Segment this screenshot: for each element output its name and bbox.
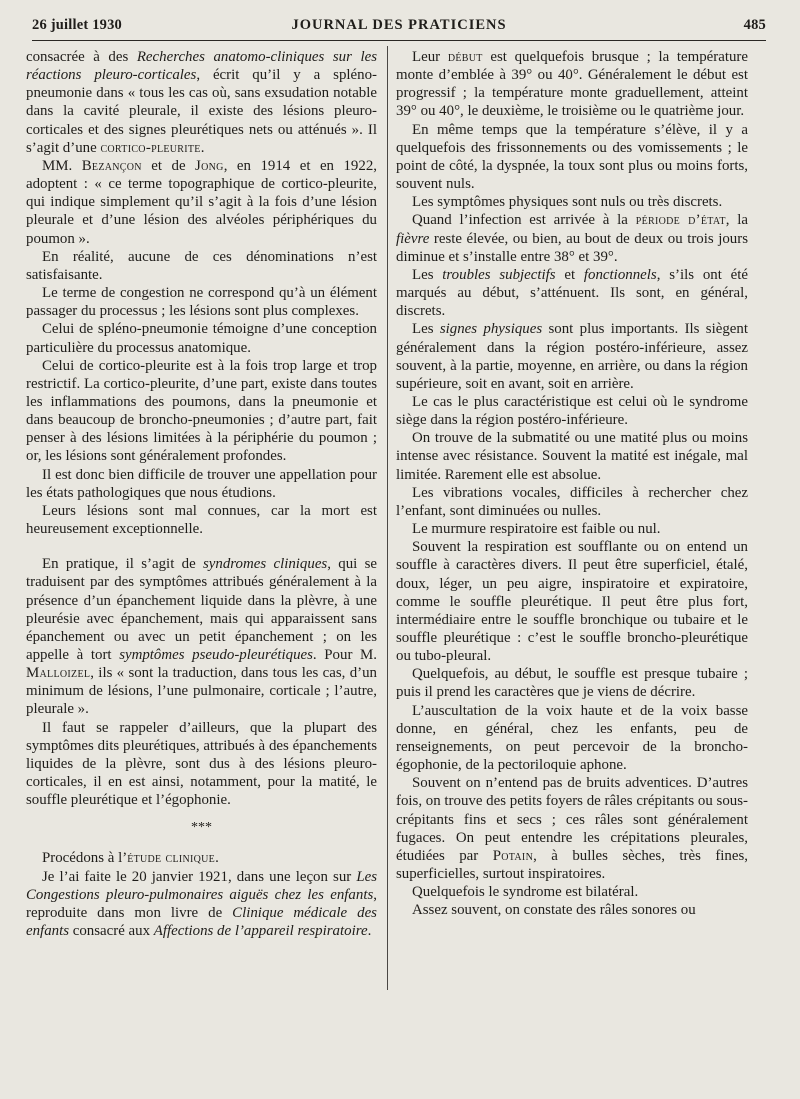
paragraph: Leurs lésions sont mal connues, car la mort est heureusement exceptionnelle.	[26, 502, 377, 538]
paragraph: Quand l’infection est arrivée à la période d’état, la fièvre reste élevée, ou bien, au bout de deux ou trois jours diminue et s’installe entre 38° et 39°.	[396, 212, 748, 265]
running-header	[32, 14, 766, 41]
paragraph: Souvent on n’entend pas de bruits adventices. D’autres fois, on trouve des petits foyers de râles crépitants ou sous-crépitants fins et secs ; ces râles sont généralement fugaces. On peut entendre les crépitations pleurales, étudiées par Potain, à bulles sèches, très fines, superficielles, surtout inspiratoires.	[396, 775, 748, 883]
paragraph: En même temps que la température s’élève, il y a quelquefois des frissonnements ou des vomissements ; le point de côté, la dyspnée, la toux sont plus ou moins forts, souvent nuls.	[396, 121, 748, 193]
section-gap	[26, 538, 377, 555]
section-separator-asterisks: ***	[191, 820, 212, 836]
paragraph: Quelquefois, au début, le souffle est presque tubaire ; puis il prend les caractères que je viens de décrire.	[396, 666, 748, 701]
paragraph: Leur début est quelquefois brusque ; la température monte d’emblée à 39° ou 40°. Généralement le début est progressif ; la température monte graduellement, atteint 39° ou 40°, le deuxième, le troisième ou le quatrième jour.	[396, 49, 748, 120]
paragraph: Quelquefois le syndrome est bilatéral.	[412, 884, 639, 901]
paragraph: En réalité, aucune de ces dénominations n’est satisfaisante.	[26, 248, 377, 283]
paragraph: Les vibrations vocales, difficiles à rechercher chez l’enfant, sont diminuées ou nulles.	[396, 484, 748, 519]
left-column	[26, 48, 377, 940]
column-divider	[387, 46, 388, 990]
page-number: 485	[743, 17, 766, 33]
paragraph: Celui de spléno-pneumonie témoigne d’une conception particulière du processus anatomique.	[26, 321, 377, 356]
paragraph: En pratique, il s’agit de syndromes cliniques, qui se traduisent par des symptômes attribués généralement à la présence d’un épanchement liquide dans la plèvre, à une pleurésie avec épanchement, mais qui apparaissent sans épanchement ou avec un petit épanchement ; on les appelle à tort symptômes pseudo-pleurétiques. Pour M. Malloizel, ils « sont la traduction, dans tous les cas, d’un minimum de lésions, l’une pulmonaire, corticale ; l’autre, pleurale ».	[26, 556, 378, 718]
paragraph: Les troubles subjectifs et fonctionnels, s’ils ont été marqués au début, s’atténuent. Ils sont, en général, discrets.	[396, 266, 748, 320]
paragraph: consacrée à des Recherches anatomo-cliniques sur les réactions pleuro-corticales, écrit qu’il y a spléno-pneumonie dans « tous les cas où, sans exsudation notable dans la cavité pleurale, il existe des lésions pleuro-corticales et des signes pleurétiques nets ou atténués ». Il s’agit d’une cortico-pleurite.	[26, 49, 377, 156]
header-date: 26 juillet 1930	[32, 17, 122, 33]
paragraph: Il est donc bien difficile de trouver une appellation pour les états pathologiques que nous étudions.	[26, 466, 377, 501]
paragraph: Le murmure respiratoire est faible ou nul.	[412, 521, 661, 538]
paragraph: Le cas le plus caractéristique est celui où le syndrome siège dans la région postéro-inférieure.	[396, 393, 748, 429]
paragraph: Le terme de congestion ne correspond qu’à un élément passager du processus ; les lésions sont plus complexes.	[26, 285, 377, 320]
paragraph: Je l’ai faite le 20 janvier 1921, dans une leçon sur Les Congestions pleuro-pulmonaires aiguës chez les enfants, reproduite dans mon livre de Clinique médicale des enfants consacré aux Affections de l’appareil respiratoire.	[26, 868, 377, 940]
journal-title: JOURNAL DES PRATICIENS	[291, 17, 507, 33]
right-column	[396, 48, 748, 920]
paragraph: Souvent la respiration est soufflante ou on entend un souffle à caractères divers. Il peut être superficiel, étalé, doux, léger, un peu aigre, inspiratoire et expiratoire, comme le souffle pleurétique. Il peut être plus fort, intermédiaire entre le souffle bronchique ou tubaire et le souffle pleurétique : c’est le souffle broncho-pleurétique ou tubo-pleural.	[396, 539, 748, 665]
paragraph: L’auscultation de la voix haute et de la voix basse donne, en général, chez les enfants, peu de renseignements, on peut percevoir de la broncho-égophonie, de la pectoriloquie aphone.	[396, 702, 748, 774]
paragraph: Celui de cortico-pleurite est à la fois trop large et trop restrictif. La cortico-pleurite, d’une part, existe dans toutes les inflammations des poumons, dans la pneumonie et dans beaucoup de broncho-pneumonies ; d’autre part, fait penser à des lésions limitées à la périphérie du poumon ; or, les lésions sont généralement profondes.	[26, 357, 377, 465]
paragraph: Il faut se rappeler d’ailleurs, que la plupart des symptômes dits pleurétiques, attribués à des épanchements liquides de la plèvre, sont dus à des lésions pleuro-corticales, il en est ainsi, notamment, pour la matité, le souffle pleurétique et l’égophonie.	[26, 719, 377, 809]
paragraph: Les signes physiques sont plus importants. Ils siègent généralement dans la région postéro-inférieure, assez souvent, à la partie, moyenne, en arrière, ou dans la région supérieure, soit en avant, soit en arrière.	[396, 321, 748, 392]
paragraph: Procédons à l’étude clinique.	[42, 850, 219, 867]
paragraph: Assez souvent, on constate des râles sonores ou	[412, 902, 696, 919]
paragraph: Les symptômes physiques sont nuls ou très discrets.	[412, 194, 723, 211]
paragraph: MM. Bezançon et de Jong, en 1914 et en 1922, adoptent : « ce terme topographique de cortico-pleurite, qui indique simplement qu’il s’agit à la fois d’une lésion pleurale et d’une lésion des alvéoles périphériques du poumon ».	[26, 157, 377, 247]
paragraph: On trouve de la submatité ou une matité plus ou moins intense avec résistance. Souvent la matité est inégale, mal limitée. Rarement elle est absolue.	[396, 430, 748, 483]
